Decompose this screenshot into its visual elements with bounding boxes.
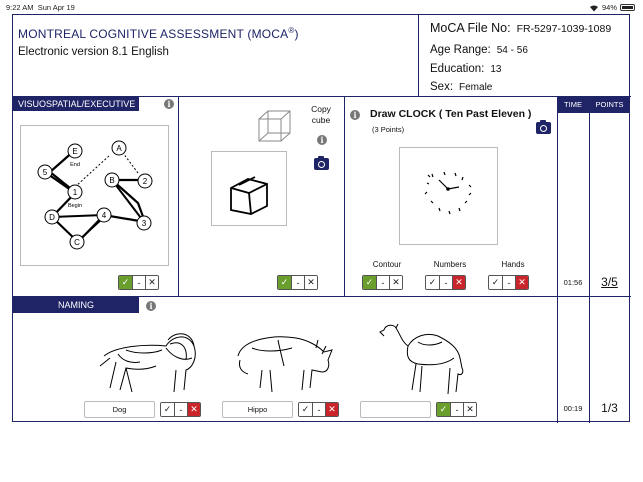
numbers-score-buttons xyxy=(425,275,466,290)
cube-correct-button[interactable]: ✓ xyxy=(278,276,291,289)
sex-line: Sex: Female xyxy=(430,81,493,93)
clock-info-icon[interactable]: i xyxy=(350,110,360,120)
visuospatial-info-icon[interactable]: i xyxy=(164,99,174,109)
naming-3-score-buttons xyxy=(436,402,477,417)
education-line: Education: 13 xyxy=(430,63,502,75)
contour-score-buttons xyxy=(362,275,403,290)
camel-drawing xyxy=(378,318,468,396)
time-column-header: TIME xyxy=(557,96,589,113)
numbers-neutral-button[interactable]: - xyxy=(439,276,452,289)
contour-correct-button[interactable]: ✓ xyxy=(363,276,376,289)
hands-label: Hands xyxy=(501,260,525,269)
visuospatial-correct-button[interactable]: ✓ xyxy=(119,276,132,289)
trail-node-3: 3 xyxy=(141,219,147,228)
hands-score-buttons xyxy=(488,275,529,290)
clock-camera-icon[interactable] xyxy=(536,122,551,134)
naming-2-score-buttons xyxy=(298,402,339,417)
status-bar xyxy=(0,0,643,14)
status-time: 9:22 AM Sun Apr 19 xyxy=(6,3,75,12)
battery-icon xyxy=(620,4,635,11)
visuospatial-score-buttons xyxy=(118,275,159,290)
version-subtitle: Electronic version 8.1 English xyxy=(18,46,169,58)
numbers-label: Numbers xyxy=(433,260,467,269)
naming-time: 00:19 xyxy=(563,404,583,413)
cube-drawing-area[interactable] xyxy=(211,151,287,227)
hands-correct-button[interactable]: ✓ xyxy=(489,276,502,289)
naming-2-neutral-button[interactable]: - xyxy=(312,403,325,416)
row1-time: 01:56 xyxy=(563,278,583,287)
battery-percent: 94% xyxy=(601,3,617,12)
hands-wrong-button[interactable]: ✕ xyxy=(515,276,528,289)
trail-node-5: 5 xyxy=(42,168,48,177)
naming-header: NAMING xyxy=(13,296,139,313)
trail-node-d: D xyxy=(49,213,55,222)
cube-score-buttons xyxy=(277,275,318,290)
naming-score: 1/3 xyxy=(601,401,618,415)
trail-begin-label: Begin xyxy=(67,203,83,209)
visuospatial-wrong-button[interactable]: ✕ xyxy=(145,276,158,289)
cube-camera-icon[interactable] xyxy=(314,158,329,170)
naming-answer-hippo[interactable]: Hippo xyxy=(222,401,293,418)
contour-wrong-button[interactable]: ✕ xyxy=(389,276,402,289)
trail-node-1: 1 xyxy=(72,188,78,197)
naming-2-wrong-button[interactable]: ✕ xyxy=(325,403,338,416)
rhino-drawing xyxy=(232,326,336,396)
trail-node-b: B xyxy=(109,176,115,185)
cube-neutral-button[interactable]: - xyxy=(291,276,304,289)
trail-node-2: 2 xyxy=(142,177,148,186)
naming-answer-dog[interactable]: Dog xyxy=(84,401,155,418)
naming-answer-camel[interactable] xyxy=(360,401,431,418)
contour-neutral-button[interactable]: - xyxy=(376,276,389,289)
status-right xyxy=(589,3,635,12)
hands-neutral-button[interactable]: - xyxy=(502,276,515,289)
visuospatial-header: VISUOSPATIAL/EXECUTIVE xyxy=(13,96,139,111)
trail-node-4: 4 xyxy=(101,211,107,220)
wifi-icon xyxy=(589,4,599,12)
numbers-correct-button[interactable]: ✓ xyxy=(426,276,439,289)
naming-1-correct-button[interactable]: ✓ xyxy=(161,403,174,416)
trail-end-label: End xyxy=(70,162,80,168)
assessment-title: MONTREAL COGNITIVE ASSESSMENT (MOCA®) xyxy=(18,26,299,41)
naming-1-score-buttons xyxy=(160,402,201,417)
trail-node-e: E xyxy=(72,147,78,156)
naming-1-wrong-button[interactable]: ✕ xyxy=(187,403,200,416)
contour-label: Contour xyxy=(372,260,402,269)
naming-2-correct-button[interactable]: ✓ xyxy=(299,403,312,416)
naming-3-wrong-button[interactable]: ✕ xyxy=(463,403,476,416)
trail-making-area[interactable] xyxy=(20,125,170,267)
trail-node-a: A xyxy=(116,144,122,153)
file-number-line: MoCA File No: FR-5297-1039-1089 xyxy=(430,21,612,35)
cube-model-icon xyxy=(254,107,294,147)
row1-score: 3/5 xyxy=(601,275,618,289)
naming-3-correct-button[interactable]: ✓ xyxy=(437,403,450,416)
naming-3-neutral-button[interactable]: - xyxy=(450,403,463,416)
clock-points: (3 Points) xyxy=(372,125,405,134)
visuospatial-neutral-button[interactable]: - xyxy=(132,276,145,289)
trail-node-c: C xyxy=(74,238,80,247)
cube-info-icon[interactable]: i xyxy=(317,135,327,145)
clock-title: Draw CLOCK ( Ten Past Eleven ) xyxy=(370,108,532,120)
naming-info-icon[interactable]: i xyxy=(146,301,156,311)
numbers-wrong-button[interactable]: ✕ xyxy=(452,276,465,289)
age-range-line: Age Range: 54 - 56 xyxy=(430,44,528,56)
points-column-header: POINTS xyxy=(589,96,630,113)
naming-1-neutral-button[interactable]: - xyxy=(174,403,187,416)
copy-cube-label: Copy cube xyxy=(311,104,331,125)
clock-drawing-area[interactable] xyxy=(399,147,499,246)
lion-drawing xyxy=(96,326,198,396)
cube-wrong-button[interactable]: ✕ xyxy=(304,276,317,289)
